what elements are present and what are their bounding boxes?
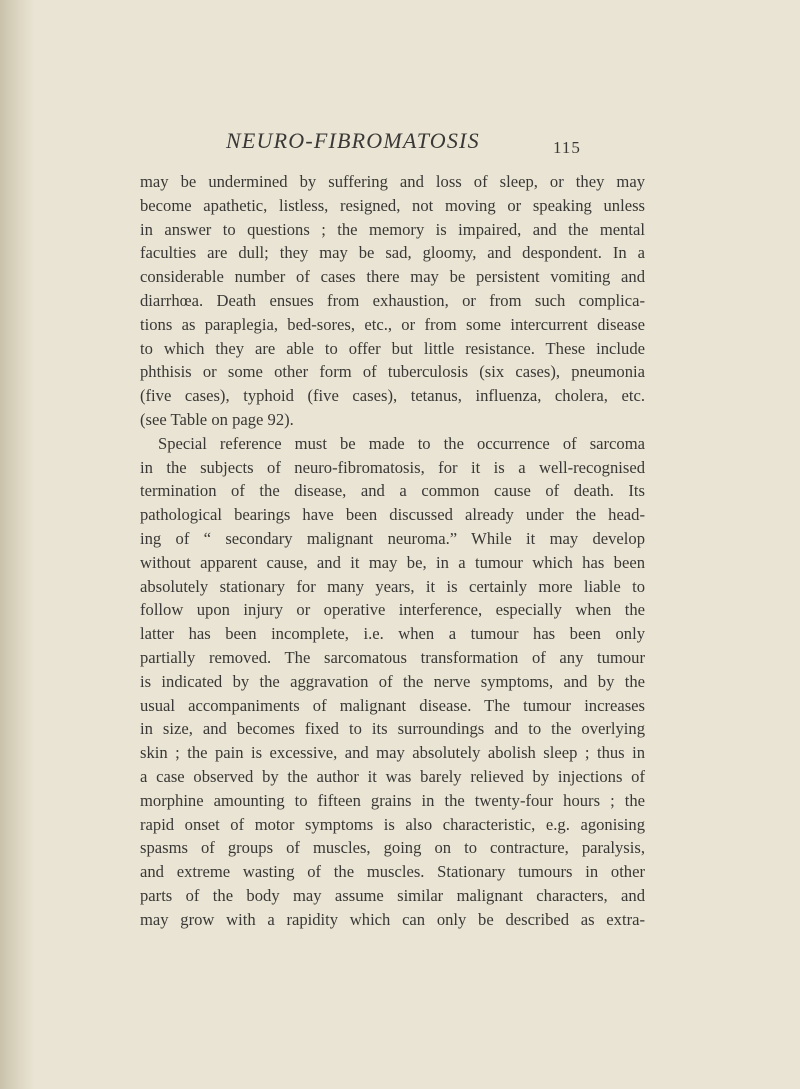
text-line: to which they are able to offer but little resistance. These include [140,338,645,358]
text-line: faculties are dull; they may be sad, gloomy, and despondent. In a [140,243,645,263]
text-line: without apparent cause, and it may be, in a tumour which has been [140,552,645,572]
text-line: in the subjects of neuro-fibromatosis, for it is a well-recognised [140,457,645,477]
text-line: (see Table on page 92). [140,409,294,429]
text-line: morphine amounting to fifteen grains in the twenty-four hours ; the [140,790,645,810]
text-line: tions as paraplegia, bed-sores, etc., or from some intercurrent disease [140,314,645,334]
text-line: parts of the body may assume similar malignant characters, and [140,885,645,905]
text-line: latter has been incomplete, i.e. when a tumour has been only [140,624,645,644]
text-line: is indicated by the aggravation of the nerve symptoms, and by the [140,671,645,691]
text-line: in size, and becomes fixed to its surroundings and to the overlying [140,719,645,739]
text-line: diarrhœa. Death ensues from exhaustion, or from such complica- [140,290,645,310]
text-line: become apathetic, listless, resigned, not moving or speaking unless [140,195,645,215]
text-line: spasms of groups of muscles, going on to contracture, paralysis, [140,838,645,858]
text-line: skin ; the pain is excessive, and may absolutely abolish sleep ; thus in [140,743,645,763]
text-line: considerable number of cases there may be persistent vomiting and [140,267,645,287]
text-line: pathological bearings have been discussed already under the head- [140,505,645,525]
text-line: may be undermined by suffering and loss of sleep, or they may [140,172,645,191]
text-line: partially removed. The sarcomatous transformation of any tumour [140,647,645,667]
text-line: phthisis or some other form of tuberculosis (six cases), pneumonia [140,362,645,382]
text-line: usual accompaniments of malignant disease. The tumour increases [140,695,645,715]
page-number: 115 [553,138,581,157]
text-line: follow upon injury or operative interference, especially when the [140,600,645,620]
text-line: and extreme wasting of the muscles. Stationary tumours in other [140,862,645,882]
text-line: absolutely stationary for many years, it is certainly more liable to [140,576,645,596]
text-line: in answer to questions ; the memory is impaired, and the mental [140,219,645,239]
text-line: a case observed by the author it was barely relieved by injections of [140,766,645,786]
text-line: (five cases), typhoid (five cases), tetanus, influenza, cholera, etc. [140,386,645,406]
text-line: rapid onset of motor symptoms is also characteristic, e.g. agonising [140,814,645,834]
text-line: Special reference must be made to the occurrence of sarcoma [158,433,645,453]
text-line: ing of “ secondary malignant neuroma.” While it may develop [140,528,645,548]
page-header [0,128,800,168]
text-line: may grow with a rapidity which can only be described as extra- [140,909,645,929]
body-text [140,170,645,932]
text-line: termination of the disease, and a common cause of death. Its [140,481,645,501]
running-head: NEURO-FIBROMATOSIS [226,128,480,153]
